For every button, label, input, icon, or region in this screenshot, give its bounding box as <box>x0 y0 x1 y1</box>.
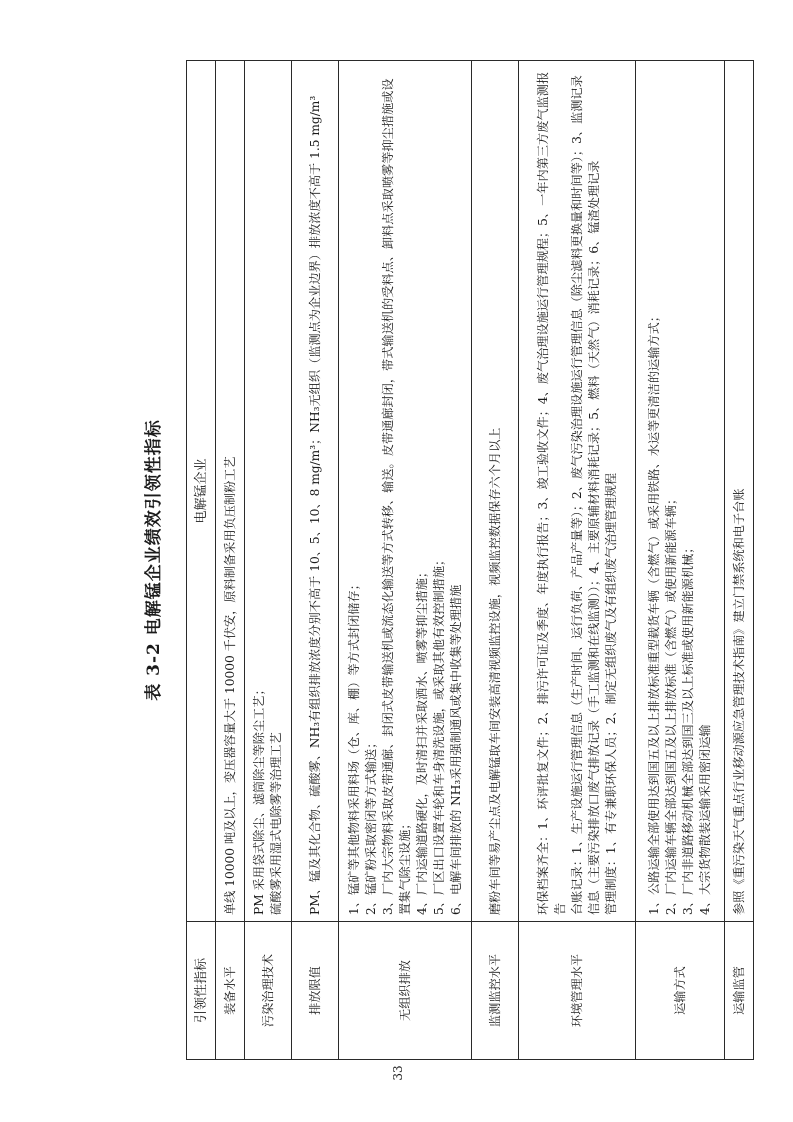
content-line: 4、大宗货物散装运输采用密闭运输 <box>698 724 712 915</box>
row-content-env-management <box>519 61 636 922</box>
row-content-fugitive-emission <box>339 61 472 922</box>
row-label-fugitive-emission: 无组织排放 <box>339 922 472 1060</box>
page-number: 33 <box>391 1065 405 1081</box>
row-content-equipment <box>216 61 245 922</box>
table-header-row <box>187 61 216 1060</box>
table-row <box>519 61 636 1060</box>
content-line: 1、锰矿等其他物料采用料场（仓、库、棚）等方式封闭储存； <box>346 578 361 915</box>
rotated-table-sheet <box>134 60 746 1060</box>
row-label-env-management: 环境管理水平 <box>519 922 636 1060</box>
content-line: 5、厂区出口设置车轮和车身清洗设施，或采取其他有效控制措施； <box>431 553 446 915</box>
row-label-pollution-tech: 污染治理技术 <box>245 922 292 1060</box>
content-line: PM 采用袋式除尘、滤筒除尘等除尘工艺； <box>252 683 266 915</box>
row-label-emission-limits: 排放限值 <box>292 922 339 1060</box>
row-label-transport-supervision: 运输监管 <box>725 922 754 1060</box>
table-row <box>339 61 472 1060</box>
content-line: 2、厂内运输车辆全部达到国五及以上排放标准（含燃气）或使用新能源车辆； <box>664 492 678 915</box>
content-line: 单线 10000 吨及以上，变压器容量大于 10000 千伏安，原料制备采用负压制粉工艺 <box>222 456 237 915</box>
row-label-equipment: 装备水平 <box>216 922 245 1060</box>
row-content-monitoring <box>472 61 519 922</box>
table-row <box>245 61 292 1060</box>
row-content-transport-mode <box>636 61 725 922</box>
table-title: 表 3-2 电解锰企业绩效引领性指标 <box>144 419 164 701</box>
content-line: 3、厂内非道路移动机械全部达到国三及以上标准或使用新能源机械； <box>681 541 695 915</box>
table-row <box>216 61 245 1060</box>
content-line: 2、锰矿粉采取密闭等方式输送； <box>363 736 378 915</box>
content-line: 3、厂内大宗物料采取皮带通廊、封闭式皮带输送机或流态化输送等方式转移、输送。皮带通廊封闭，带式输送机的受料点、卸料点采取喷雾等抑尘措施或设置集气除尘设施； <box>380 78 412 915</box>
table-row <box>636 61 725 1060</box>
content-line: 台账记录：1、生产设施运行管理信息（生产时间、运行负荷、产品产量等）；2、废气污染治理设施运行管理信息（除尘滤料更换量和时间等）；3、监测记录信息（主要污染排放口废气排放记录（手工监测和在线监测））；4、主要原辅材料消耗记录；5、燃料（天然气）消耗记录；6、锰渣处理记录 <box>569 75 601 915</box>
header-indicator: 引领性指标 <box>187 922 216 1060</box>
content-line: 1、公路运输全部使用达到国五及以上排放标准重型载货车辆（含燃气）或采用铁路、水运等更清洁的运输方式； <box>647 310 661 915</box>
indicator-table <box>186 60 754 1060</box>
content-line: 4、厂内运输道路硬化，及时清扫并采取洒水、喷雾等抑尘措施； <box>414 565 429 915</box>
row-label-monitoring: 监测监控水平 <box>472 922 519 1060</box>
row-label-transport-mode: 运输方式 <box>636 922 725 1060</box>
content-line: 磨粉车间等易产尘点及电解锰取车间安装高清视频监控设施，视频监控数据保存六个月以上 <box>487 427 502 915</box>
content-line: 管理制度：1、有专兼职环保人员；2、制定无组织废气及有组织废气治理管理规程 <box>603 472 618 915</box>
table-row <box>472 61 519 1060</box>
content-line: PM、锰及其化合物、硫酸雾、NH₃有组织排放浓度分别不高于 10、5、10、8 mg/m³；NH₃无组织（监测点为企业边界）排放浓度不高于 1.5 mg/m³ <box>307 95 322 915</box>
content-line: 参照《重污染天气重点行业移动源应急管理技术指南》建立门禁系统和电子台账 <box>731 488 746 915</box>
content-line: 环保档案齐全：1、环评批复文件；2、排污许可证及季度、年度执行报告；3、竣工验收文件；4、废气治理设施运行管理规程；5、一年内第三方废气监测报告 <box>535 71 567 915</box>
row-content-emission-limits <box>292 61 339 922</box>
content-line: 硫酸雾采用湿式电除雾等治理工艺 <box>269 732 283 915</box>
header-enterprise: 电解锰企业 <box>187 61 216 922</box>
content-line: 6、电解车间排放的 NH₃采用强制通风或集中收集等处理措施 <box>448 584 463 915</box>
row-content-transport-supervision <box>725 61 754 922</box>
table-row <box>725 61 754 1060</box>
row-content-pollution-tech <box>245 61 292 922</box>
table-row <box>292 61 339 1060</box>
